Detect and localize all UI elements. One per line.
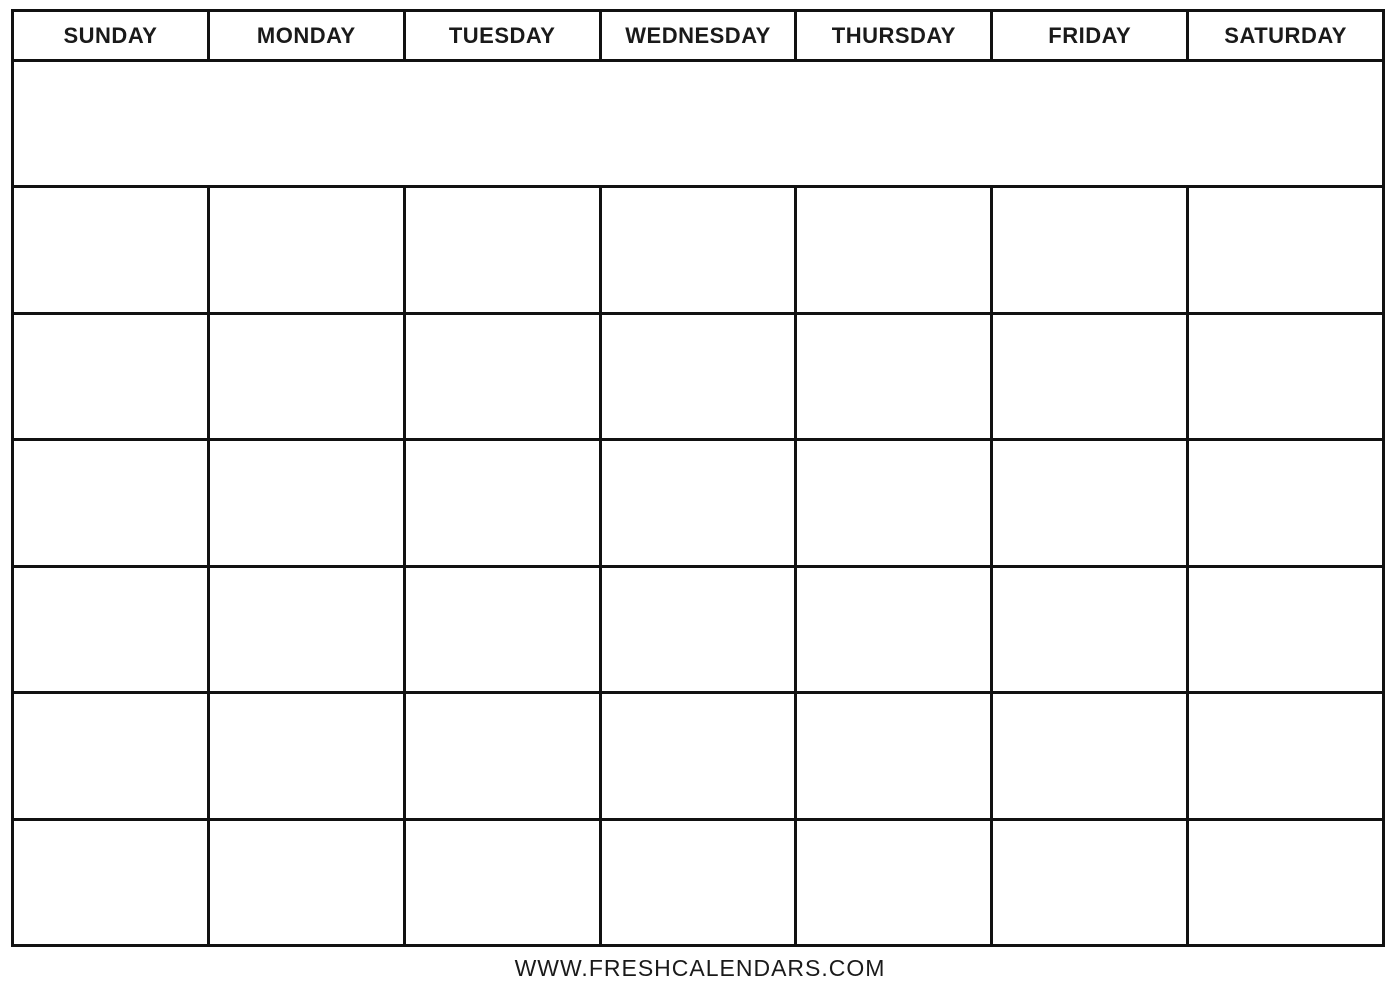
week-row — [14, 441, 1382, 568]
day-cell-sunday[interactable] — [14, 315, 210, 439]
week-row — [14, 568, 1382, 695]
day-cell-monday[interactable] — [210, 694, 406, 818]
day-cell-friday[interactable] — [993, 568, 1189, 692]
day-cell-tuesday[interactable] — [406, 821, 602, 945]
day-cell-tuesday[interactable] — [406, 694, 602, 818]
day-cell-monday[interactable] — [210, 441, 406, 565]
day-cell-saturday[interactable] — [1189, 441, 1382, 565]
day-cell-wednesday[interactable] — [602, 188, 798, 312]
month-title-area[interactable] — [14, 62, 1382, 188]
day-cell-tuesday[interactable] — [406, 441, 602, 565]
day-cell-sunday[interactable] — [14, 694, 210, 818]
day-cell-monday[interactable] — [210, 821, 406, 945]
weekday-header-wednesday: WEDNESDAY — [602, 12, 798, 59]
day-cell-friday[interactable] — [993, 188, 1189, 312]
week-rows — [14, 188, 1382, 944]
day-cell-thursday[interactable] — [797, 188, 993, 312]
blank-calendar-grid — [11, 9, 1385, 947]
day-cell-saturday[interactable] — [1189, 821, 1382, 945]
week-row — [14, 694, 1382, 821]
day-cell-tuesday[interactable] — [406, 315, 602, 439]
week-row — [14, 315, 1382, 442]
weekday-header-saturday: SATURDAY — [1224, 22, 1347, 48]
weekday-header-sunday: SUNDAY — [14, 12, 210, 59]
day-cell-friday[interactable] — [993, 315, 1189, 439]
day-cell-saturday[interactable] — [1189, 694, 1382, 818]
week-row — [14, 821, 1382, 945]
day-cell-wednesday[interactable] — [602, 568, 798, 692]
week-row — [14, 188, 1382, 315]
weekday-header-monday: MONDAY — [210, 12, 406, 59]
day-cell-sunday[interactable] — [14, 441, 210, 565]
day-cell-wednesday[interactable] — [602, 694, 798, 818]
day-cell-thursday[interactable] — [797, 568, 993, 692]
day-cell-monday[interactable] — [210, 188, 406, 312]
day-cell-saturday[interactable] — [1189, 568, 1382, 692]
day-cell-saturday[interactable] — [1189, 188, 1382, 312]
day-cell-monday[interactable] — [210, 315, 406, 439]
weekday-header-friday: FRIDAY — [993, 12, 1189, 59]
day-cell-tuesday[interactable] — [406, 568, 602, 692]
day-cell-thursday[interactable] — [797, 441, 993, 565]
day-cell-friday[interactable] — [993, 694, 1189, 818]
day-cell-friday[interactable] — [993, 441, 1189, 565]
weekday-header-row — [14, 12, 1382, 62]
day-cell-friday[interactable] — [993, 821, 1189, 945]
day-cell-thursday[interactable] — [797, 694, 993, 818]
day-cell-saturday[interactable] — [1189, 315, 1382, 439]
day-cell-sunday[interactable] — [14, 568, 210, 692]
day-cell-tuesday[interactable] — [406, 188, 602, 312]
day-cell-sunday[interactable] — [14, 188, 210, 312]
day-cell-monday[interactable] — [210, 568, 406, 692]
day-cell-wednesday[interactable] — [602, 441, 798, 565]
weekday-header-tuesday: TUESDAY — [406, 12, 602, 59]
weekday-header-thursday: THURSDAY — [797, 12, 993, 59]
day-cell-wednesday[interactable] — [602, 821, 798, 945]
day-cell-thursday[interactable] — [797, 821, 993, 945]
day-cell-sunday[interactable] — [14, 821, 210, 945]
day-cell-thursday[interactable] — [797, 315, 993, 439]
footer-website-url: WWW.FRESHCALENDARS.COM — [514, 955, 886, 981]
day-cell-wednesday[interactable] — [602, 315, 798, 439]
